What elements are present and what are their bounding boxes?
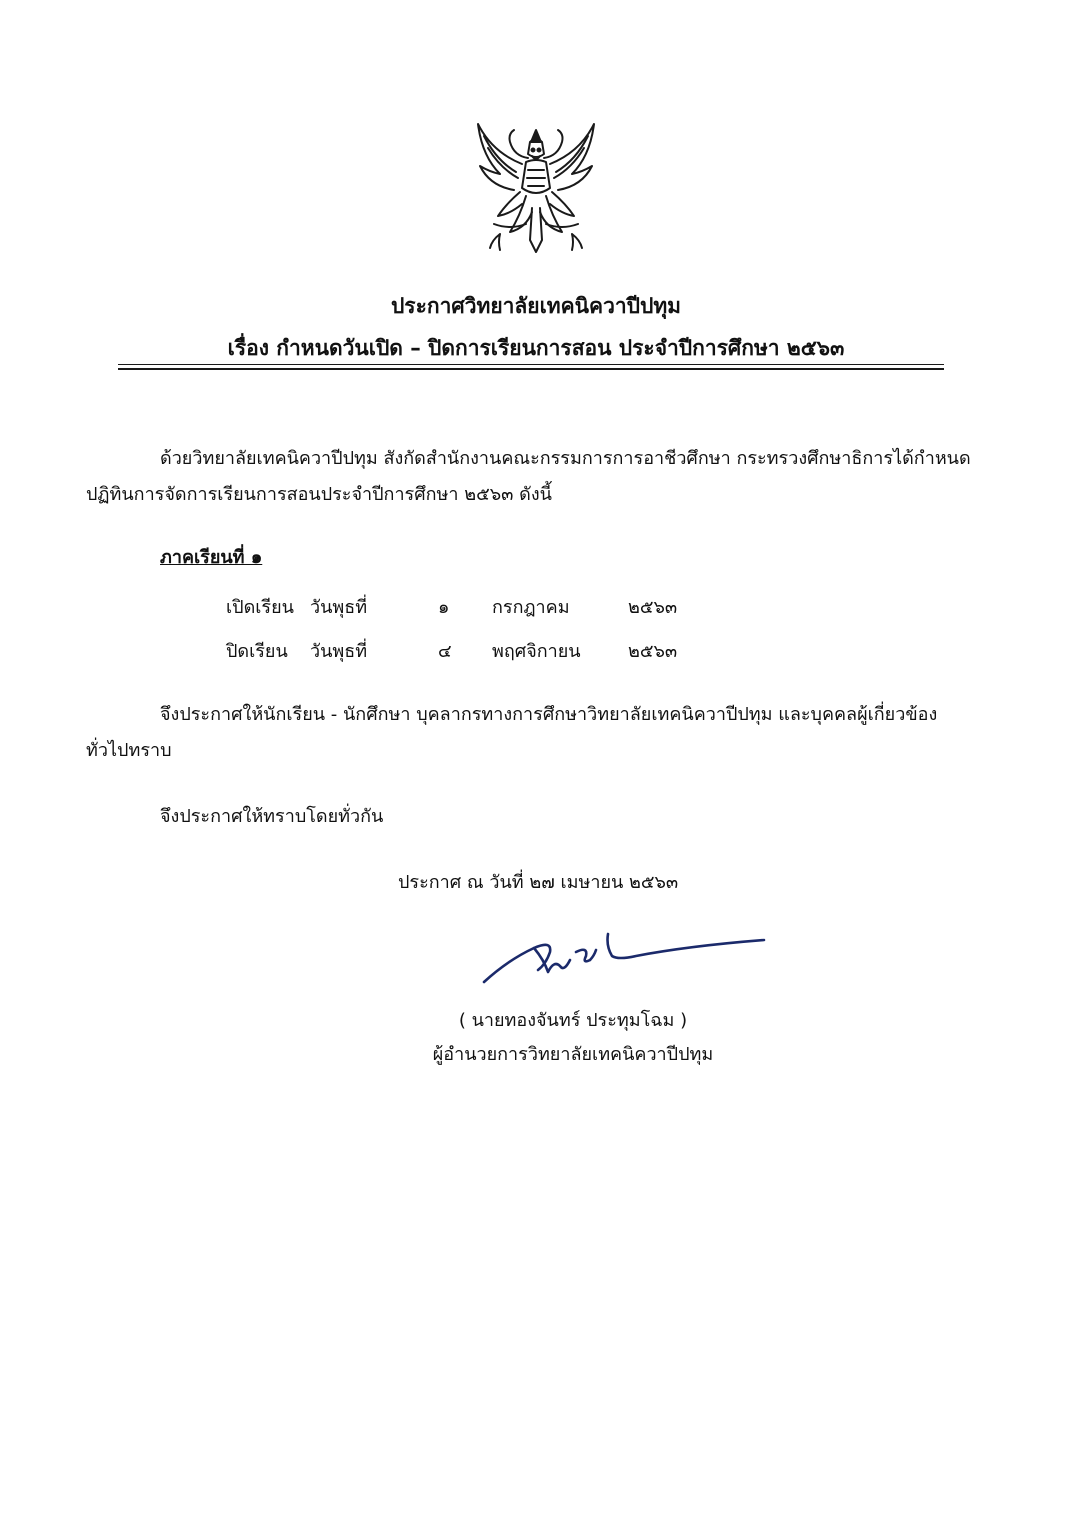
announcement-title: ประกาศวิทยาลัยเทคนิควาปีปทุม: [390, 294, 682, 318]
notice-paragraph-line-2: ทั่วไปทราบ: [86, 740, 172, 761]
schedule-row-open: [0, 592, 1072, 622]
signatory-position: ผู้อำนวยการวิทยาลัยเทคนิควาปีปทุม: [432, 1044, 714, 1065]
schedule-month: กรกฎาคม: [492, 597, 570, 618]
intro-paragraph-line-2: ปฏิทินการจัดการเรียนการสอนประจำปีการศึกษา ๒๕๖๓ ดังนี้: [86, 484, 552, 505]
schedule-day: ๔: [438, 641, 452, 662]
schedule-label: เปิดเรียน: [226, 597, 294, 618]
term-heading: ภาคเรียนที่ ๑: [160, 547, 263, 568]
garuda-emblem-icon: [470, 112, 602, 262]
schedule-year: ๒๕๖๓: [628, 641, 678, 662]
schedule-day: ๑: [438, 597, 450, 618]
schedule-year: ๒๕๖๓: [628, 597, 678, 618]
schedule-weekday: วันพุธที่: [310, 641, 368, 662]
announcement-date: ประกาศ ณ วันที่ ๒๗ เมษายน ๒๕๖๓: [398, 872, 679, 893]
header-divider: [118, 364, 944, 365]
schedule-label: ปิดเรียน: [226, 641, 288, 662]
closing-statement: จึงประกาศให้ทราบโดยทั่วกัน: [160, 806, 384, 827]
header-divider-bold: [118, 368, 944, 370]
signatory-name: ( นายทองจันทร์ ประทุมโฉม ): [458, 1010, 688, 1031]
schedule-row-close: [0, 636, 1072, 666]
notice-paragraph-line-1: จึงประกาศให้นักเรียน - นักศึกษา บุคลากรทางการศึกษาวิทยาลัยเทคนิควาปีปทุม และบุคคลผู้เกี่ยวข้อง: [160, 704, 938, 725]
announcement-subject: เรื่อง กำหนดวันเปิด – ปิดการเรียนการสอน ประจำปีการศึกษา ๒๕๖๓: [227, 336, 845, 360]
handwritten-signature: [478, 930, 768, 992]
schedule-weekday: วันพุธที่: [310, 597, 368, 618]
intro-paragraph-line-1: ด้วยวิทยาลัยเทคนิควาปีปทุม สังกัดสำนักงานคณะกรรมการการอาชีวศึกษา กระทรวงศึกษาธิการได้กำหนด: [160, 448, 971, 469]
schedule-month: พฤศจิกายน: [492, 641, 581, 662]
